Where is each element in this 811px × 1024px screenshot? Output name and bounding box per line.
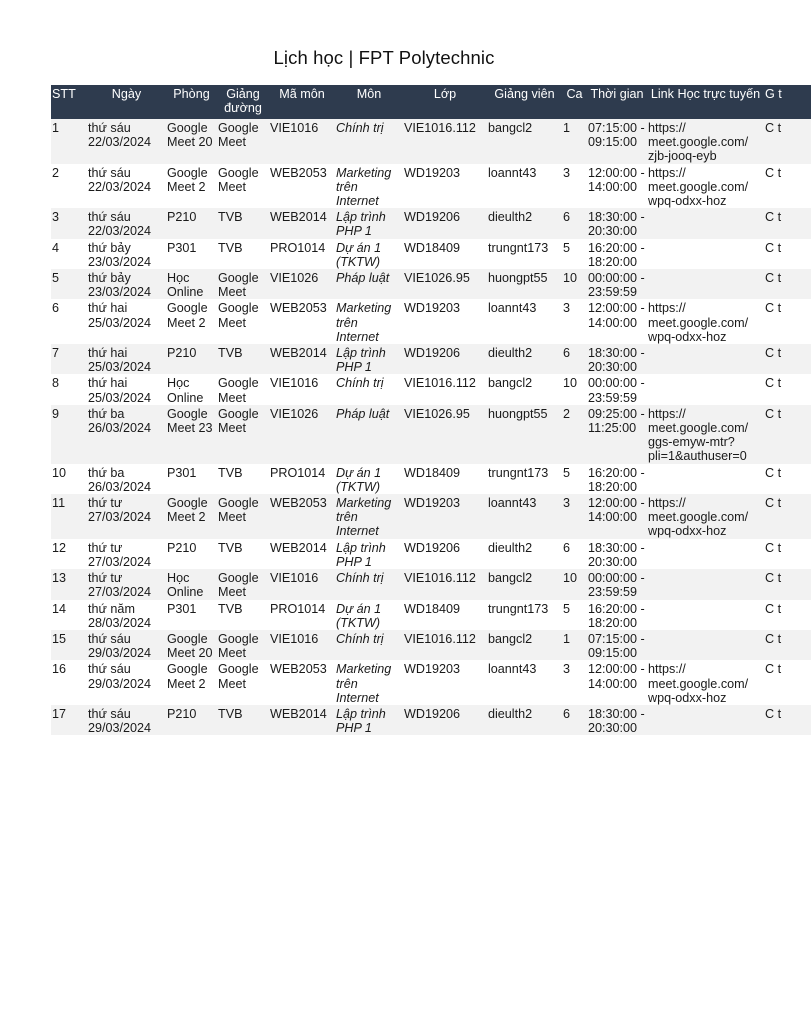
shift-cell: 5 xyxy=(562,239,587,269)
lecturer-cell: dieulth2 xyxy=(487,208,562,238)
lecturer-cell: loannt43 xyxy=(487,299,562,344)
course-code-cell: VIE1026 xyxy=(269,269,335,299)
table-row xyxy=(51,464,811,494)
extra-cell: C t xyxy=(764,239,811,269)
course-name-cell: Marketing trên Internet xyxy=(335,164,403,209)
column-header: Giảng đường xyxy=(217,85,269,119)
room-cell: Google Meet 2 xyxy=(166,660,217,705)
room-cell: Google Meet 2 xyxy=(166,164,217,209)
date-cell: thứ năm 28/03/2024 xyxy=(87,600,166,630)
extra-cell: C t xyxy=(764,464,811,494)
class-cell: WD19206 xyxy=(403,539,487,569)
room-cell: Google Meet 20 xyxy=(166,119,217,164)
column-header: Ca xyxy=(562,85,587,119)
course-code-cell: WEB2014 xyxy=(269,344,335,374)
lecturer-cell: trungnt173 xyxy=(487,600,562,630)
class-cell: WD19206 xyxy=(403,208,487,238)
room-cell: Google Meet 2 xyxy=(166,299,217,344)
extra-cell: C t xyxy=(764,405,811,464)
time-cell: 16:20:00 - 18:20:00 xyxy=(587,239,647,269)
online-link-cell xyxy=(647,464,764,494)
class-cell: WD18409 xyxy=(403,464,487,494)
building-cell: Google Meet xyxy=(217,630,269,660)
stt-cell: 5 xyxy=(51,269,87,299)
shift-cell: 5 xyxy=(562,600,587,630)
online-link-cell xyxy=(647,374,764,404)
online-link-cell xyxy=(647,539,764,569)
stt-cell: 9 xyxy=(51,405,87,464)
room-cell: P210 xyxy=(166,705,217,735)
lecturer-cell: huongpt55 xyxy=(487,269,562,299)
time-cell: 07:15:00 - 09:15:00 xyxy=(587,119,647,164)
shift-cell: 1 xyxy=(562,630,587,660)
stt-cell: 12 xyxy=(51,539,87,569)
online-link-cell[interactable]: https:// meet.google.com/ wpq-odxx-hoz xyxy=(647,660,764,705)
lecturer-cell: bangcl2 xyxy=(487,119,562,164)
date-cell: thứ tư 27/03/2024 xyxy=(87,494,166,539)
stt-cell: 8 xyxy=(51,374,87,404)
building-cell: Google Meet xyxy=(217,374,269,404)
stt-cell: 16 xyxy=(51,660,87,705)
class-cell: WD19206 xyxy=(403,344,487,374)
room-cell: Google Meet 23 xyxy=(166,405,217,464)
column-header: STT xyxy=(51,85,87,119)
shift-cell: 5 xyxy=(562,464,587,494)
online-link-cell xyxy=(647,344,764,374)
date-cell: thứ tư 27/03/2024 xyxy=(87,569,166,599)
building-cell: TVB xyxy=(217,344,269,374)
extra-cell: C t xyxy=(764,569,811,599)
room-cell: P210 xyxy=(166,344,217,374)
schedule-table xyxy=(51,85,811,735)
room-cell: Học Online xyxy=(166,374,217,404)
building-cell: Google Meet xyxy=(217,494,269,539)
room-cell: P301 xyxy=(166,600,217,630)
date-cell: thứ sáu 29/03/2024 xyxy=(87,660,166,705)
extra-cell: C t xyxy=(764,494,811,539)
date-cell: thứ tư 27/03/2024 xyxy=(87,539,166,569)
course-name-cell: Chính trị xyxy=(335,374,403,404)
date-cell: thứ sáu 29/03/2024 xyxy=(87,630,166,660)
course-name-cell: Lập trình PHP 1 xyxy=(335,705,403,735)
table-row xyxy=(51,660,811,705)
time-cell: 16:20:00 - 18:20:00 xyxy=(587,464,647,494)
table-row xyxy=(51,119,811,164)
time-cell: 18:30:00 - 20:30:00 xyxy=(587,208,647,238)
time-cell: 07:15:00 - 09:15:00 xyxy=(587,630,647,660)
lecturer-cell: dieulth2 xyxy=(487,705,562,735)
course-code-cell: PRO1014 xyxy=(269,239,335,269)
course-name-cell: Dự án 1 (TKTW) xyxy=(335,239,403,269)
lecturer-cell: dieulth2 xyxy=(487,539,562,569)
extra-cell: C t xyxy=(764,600,811,630)
column-header: Thời gian xyxy=(587,85,647,119)
course-name-cell: Marketing trên Internet xyxy=(335,660,403,705)
room-cell: P210 xyxy=(166,208,217,238)
column-header: Giảng viên xyxy=(487,85,562,119)
column-header: Môn xyxy=(335,85,403,119)
building-cell: Google Meet xyxy=(217,405,269,464)
extra-cell: C t xyxy=(764,269,811,299)
class-cell: WD19203 xyxy=(403,299,487,344)
stt-cell: 14 xyxy=(51,600,87,630)
shift-cell: 1 xyxy=(562,119,587,164)
building-cell: TVB xyxy=(217,208,269,238)
shift-cell: 6 xyxy=(562,705,587,735)
online-link-cell[interactable]: https:// meet.google.com/ wpq-odxx-hoz xyxy=(647,299,764,344)
online-link-cell xyxy=(647,208,764,238)
course-code-cell: VIE1016 xyxy=(269,374,335,404)
building-cell: TVB xyxy=(217,239,269,269)
building-cell: TVB xyxy=(217,705,269,735)
building-cell: Google Meet xyxy=(217,164,269,209)
time-cell: 12:00:00 - 14:00:00 xyxy=(587,299,647,344)
stt-cell: 11 xyxy=(51,494,87,539)
table-row xyxy=(51,374,811,404)
date-cell: thứ sáu 29/03/2024 xyxy=(87,705,166,735)
time-cell: 18:30:00 - 20:30:00 xyxy=(587,344,647,374)
stt-cell: 13 xyxy=(51,569,87,599)
class-cell: WD18409 xyxy=(403,600,487,630)
shift-cell: 3 xyxy=(562,494,587,539)
column-header: Link Học trực tuyến xyxy=(647,85,764,119)
building-cell: Google Meet xyxy=(217,660,269,705)
course-name-cell: Chính trị xyxy=(335,119,403,164)
stt-cell: 3 xyxy=(51,208,87,238)
shift-cell: 10 xyxy=(562,569,587,599)
lecturer-cell: dieulth2 xyxy=(487,344,562,374)
stt-cell: 7 xyxy=(51,344,87,374)
shift-cell: 3 xyxy=(562,164,587,209)
lecturer-cell: trungnt173 xyxy=(487,464,562,494)
course-name-cell: Lập trình PHP 1 xyxy=(335,539,403,569)
online-link-cell[interactable]: https:// meet.google.com/ wpq-odxx-hoz xyxy=(647,164,764,209)
lecturer-cell: trungnt173 xyxy=(487,239,562,269)
shift-cell: 3 xyxy=(562,660,587,705)
class-cell: VIE1016.112 xyxy=(403,374,487,404)
online-link-cell[interactable]: https:// meet.google.com/ wpq-odxx-hoz xyxy=(647,494,764,539)
class-cell: VIE1016.112 xyxy=(403,119,487,164)
table-body xyxy=(51,119,811,735)
table-row xyxy=(51,539,811,569)
course-name-cell: Chính trị xyxy=(335,569,403,599)
extra-cell: C t xyxy=(764,299,811,344)
time-cell: 00:00:00 - 23:59:59 xyxy=(587,269,647,299)
room-cell: P210 xyxy=(166,539,217,569)
course-name-cell: Lập trình PHP 1 xyxy=(335,208,403,238)
table-row xyxy=(51,164,811,209)
table-row xyxy=(51,630,811,660)
online-link-cell xyxy=(647,569,764,599)
table-row xyxy=(51,344,811,374)
table-row xyxy=(51,239,811,269)
extra-cell: C t xyxy=(764,164,811,209)
lecturer-cell: bangcl2 xyxy=(487,374,562,404)
online-link-cell[interactable]: https:// meet.google.com/ ggs-emyw-mtr? pli=1&authuser=0 xyxy=(647,405,764,464)
extra-cell: C t xyxy=(764,660,811,705)
course-code-cell: WEB2053 xyxy=(269,660,335,705)
course-code-cell: VIE1016 xyxy=(269,630,335,660)
time-cell: 12:00:00 - 14:00:00 xyxy=(587,660,647,705)
column-header: Ngày xyxy=(87,85,166,119)
online-link-cell[interactable]: https:// meet.google.com/ zjb-jooq-eyb xyxy=(647,119,764,164)
date-cell: thứ sáu 22/03/2024 xyxy=(87,119,166,164)
class-cell: WD19206 xyxy=(403,705,487,735)
course-code-cell: WEB2014 xyxy=(269,705,335,735)
lecturer-cell: huongpt55 xyxy=(487,405,562,464)
course-code-cell: WEB2053 xyxy=(269,494,335,539)
shift-cell: 6 xyxy=(562,208,587,238)
stt-cell: 15 xyxy=(51,630,87,660)
shift-cell: 10 xyxy=(562,374,587,404)
building-cell: TVB xyxy=(217,539,269,569)
class-cell: VIE1026.95 xyxy=(403,405,487,464)
room-cell: Học Online xyxy=(166,269,217,299)
course-code-cell: WEB2014 xyxy=(269,208,335,238)
shift-cell: 6 xyxy=(562,539,587,569)
table-row xyxy=(51,269,811,299)
table-row xyxy=(51,705,811,735)
date-cell: thứ bảy 23/03/2024 xyxy=(87,269,166,299)
table-row xyxy=(51,299,811,344)
online-link-cell xyxy=(647,630,764,660)
class-cell: VIE1016.112 xyxy=(403,630,487,660)
course-name-cell: Marketing trên Internet xyxy=(335,494,403,539)
lecturer-cell: bangcl2 xyxy=(487,630,562,660)
date-cell: thứ bảy 23/03/2024 xyxy=(87,239,166,269)
stt-cell: 2 xyxy=(51,164,87,209)
column-header: Mã môn xyxy=(269,85,335,119)
column-header: Phòng xyxy=(166,85,217,119)
course-code-cell: PRO1014 xyxy=(269,464,335,494)
online-link-cell xyxy=(647,705,764,735)
extra-cell: C t xyxy=(764,539,811,569)
room-cell: Học Online xyxy=(166,569,217,599)
stt-cell: 17 xyxy=(51,705,87,735)
column-header: G t xyxy=(764,85,811,119)
lecturer-cell: loannt43 xyxy=(487,660,562,705)
date-cell: thứ sáu 22/03/2024 xyxy=(87,208,166,238)
building-cell: Google Meet xyxy=(217,569,269,599)
extra-cell: C t xyxy=(764,119,811,164)
building-cell: Google Meet xyxy=(217,269,269,299)
time-cell: 12:00:00 - 14:00:00 xyxy=(587,164,647,209)
time-cell: 12:00:00 - 14:00:00 xyxy=(587,494,647,539)
lecturer-cell: loannt43 xyxy=(487,494,562,539)
course-name-cell: Marketing trên Internet xyxy=(335,299,403,344)
building-cell: Google Meet xyxy=(217,299,269,344)
room-cell: Google Meet 2 xyxy=(166,494,217,539)
time-cell: 00:00:00 - 23:59:59 xyxy=(587,374,647,404)
course-code-cell: VIE1016 xyxy=(269,119,335,164)
online-link-cell xyxy=(647,269,764,299)
shift-cell: 10 xyxy=(562,269,587,299)
stt-cell: 10 xyxy=(51,464,87,494)
room-cell: P301 xyxy=(166,239,217,269)
table-header-row xyxy=(51,85,811,119)
date-cell: thứ hai 25/03/2024 xyxy=(87,299,166,344)
course-name-cell: Pháp luật xyxy=(335,405,403,464)
date-cell: thứ hai 25/03/2024 xyxy=(87,344,166,374)
date-cell: thứ ba 26/03/2024 xyxy=(87,464,166,494)
time-cell: 09:25:00 - 11:25:00 xyxy=(587,405,647,464)
class-cell: VIE1016.112 xyxy=(403,569,487,599)
course-code-cell: WEB2053 xyxy=(269,299,335,344)
course-name-cell: Dự án 1 (TKTW) xyxy=(335,464,403,494)
course-code-cell: WEB2053 xyxy=(269,164,335,209)
course-code-cell: WEB2014 xyxy=(269,539,335,569)
class-cell: WD19203 xyxy=(403,660,487,705)
class-cell: WD19203 xyxy=(403,494,487,539)
date-cell: thứ hai 25/03/2024 xyxy=(87,374,166,404)
extra-cell: C t xyxy=(764,344,811,374)
building-cell: Google Meet xyxy=(217,119,269,164)
stt-cell: 1 xyxy=(51,119,87,164)
course-code-cell: PRO1014 xyxy=(269,600,335,630)
building-cell: TVB xyxy=(217,464,269,494)
table-row xyxy=(51,208,811,238)
extra-cell: C t xyxy=(764,208,811,238)
time-cell: 18:30:00 - 20:30:00 xyxy=(587,705,647,735)
table-row xyxy=(51,405,811,464)
schedule-table-container xyxy=(51,85,782,736)
building-cell: TVB xyxy=(217,600,269,630)
stt-cell: 6 xyxy=(51,299,87,344)
lecturer-cell: loannt43 xyxy=(487,164,562,209)
date-cell: thứ ba 26/03/2024 xyxy=(87,405,166,464)
time-cell: 00:00:00 - 23:59:59 xyxy=(587,569,647,599)
course-name-cell: Lập trình PHP 1 xyxy=(335,344,403,374)
table-row xyxy=(51,600,811,630)
course-name-cell: Chính trị xyxy=(335,630,403,660)
shift-cell: 3 xyxy=(562,299,587,344)
table-row xyxy=(51,494,811,539)
time-cell: 18:30:00 - 20:30:00 xyxy=(587,539,647,569)
class-cell: WD18409 xyxy=(403,239,487,269)
online-link-cell xyxy=(647,239,764,269)
column-header: Lớp xyxy=(403,85,487,119)
extra-cell: C t xyxy=(764,705,811,735)
class-cell: WD19203 xyxy=(403,164,487,209)
course-code-cell: VIE1016 xyxy=(269,569,335,599)
class-cell: VIE1026.95 xyxy=(403,269,487,299)
extra-cell: C t xyxy=(764,630,811,660)
date-cell: thứ sáu 22/03/2024 xyxy=(87,164,166,209)
room-cell: P301 xyxy=(166,464,217,494)
table-row xyxy=(51,569,811,599)
online-link-cell xyxy=(647,600,764,630)
course-name-cell: Dự án 1 (TKTW) xyxy=(335,600,403,630)
course-code-cell: VIE1026 xyxy=(269,405,335,464)
page-title: Lịch học | FPT Polytechnic xyxy=(273,47,495,68)
lecturer-cell: bangcl2 xyxy=(487,569,562,599)
shift-cell: 2 xyxy=(562,405,587,464)
extra-cell: C t xyxy=(764,374,811,404)
shift-cell: 6 xyxy=(562,344,587,374)
stt-cell: 4 xyxy=(51,239,87,269)
time-cell: 16:20:00 - 18:20:00 xyxy=(587,600,647,630)
room-cell: Google Meet 20 xyxy=(166,630,217,660)
course-name-cell: Pháp luật xyxy=(335,269,403,299)
